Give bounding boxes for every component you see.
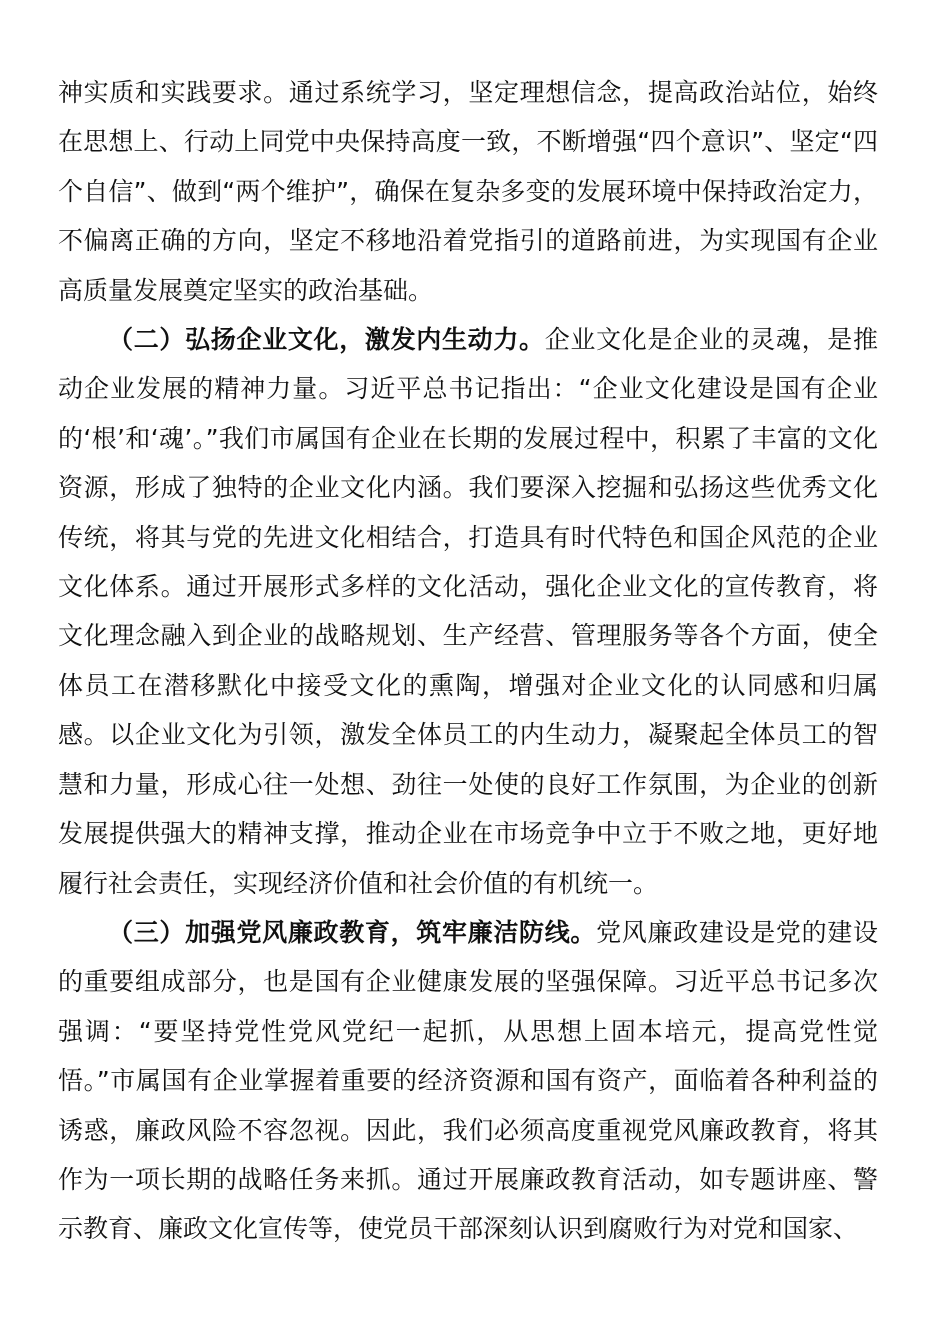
paragraph-1-text: 神实质和实践要求。通过系统学习，坚定理想信念，提高政治站位，始终在思想上、行动上同党中央保持高度一致，不断增强“四个意识”、坚定“四个自信”、做到“两个维护”，确保在复杂多变的发展环境中保持政治定力，不偏离正确的方向，坚定不移地沿着党指引的道路前进，为实现国有企业高质量发展奠定坚实的政治基础。	[58, 78, 878, 305]
paragraph-2-text: 企业文化是企业的灵魂，是推动企业发展的精神力量。习近平总书记指出：“企业文化建设是国有企业的‘根’和‘魂’。”我们市属国有企业在长期的发展过程中，积累了丰富的文化资源，形成了独特的企业文化内涵。我们要深入挖掘和弘扬这些优秀文化传统，将其与党的先进文化相结合，打造具有时代特色和国企风范的企业文化体系。通过开展形式多样的文化活动，强化企业文化的宣传教育，将文化理念融入到企业的战略规划、生产经营、管理服务等各个方面，使全体员工在潜移默化中接受文化的熏陶，增强对企业文化的认同感和归属感。以企业文化为引领，激发全体员工的内生动力，凝聚起全体员工的智慧和力量，形成心往一处想、劲往一处使的良好工作氛围，为企业的创新发展提供强大的精神支撑，推动企业在市场竞争中立于不败之地，更好地履行社会责任，实现经济价值和社会价值的有机统一。	[58, 325, 878, 898]
section-heading-3: （三）加强党风廉政教育，筑牢廉洁防线。	[108, 917, 597, 947]
paragraph-1	[58, 68, 878, 315]
document-page	[58, 68, 878, 1254]
paragraph-3-text: 党风廉政建设是党的建设的重要组成部分，也是国有企业健康发展的坚强保障。习近平总书记多次强调：“要坚持党性党风党纪一起抓，从思想上固本培元，提高党性觉悟。”市属国有企业掌握着重要的经济资源和国有资产，面临着各种利益的诱惑，廉政风险不容忽视。因此，我们必须高度重视党风廉政教育，将其作为一项长期的战略任务来抓。通过开展廉政教育活动，如专题讲座、警示教育、廉政文化宣传等，使党员干部深刻认识到腐败行为对党和国家、	[58, 917, 878, 1244]
paragraph-2	[58, 315, 878, 908]
paragraph-3	[58, 908, 878, 1254]
section-heading-2: （二）弘扬企业文化，激发内生动力。	[108, 325, 545, 355]
